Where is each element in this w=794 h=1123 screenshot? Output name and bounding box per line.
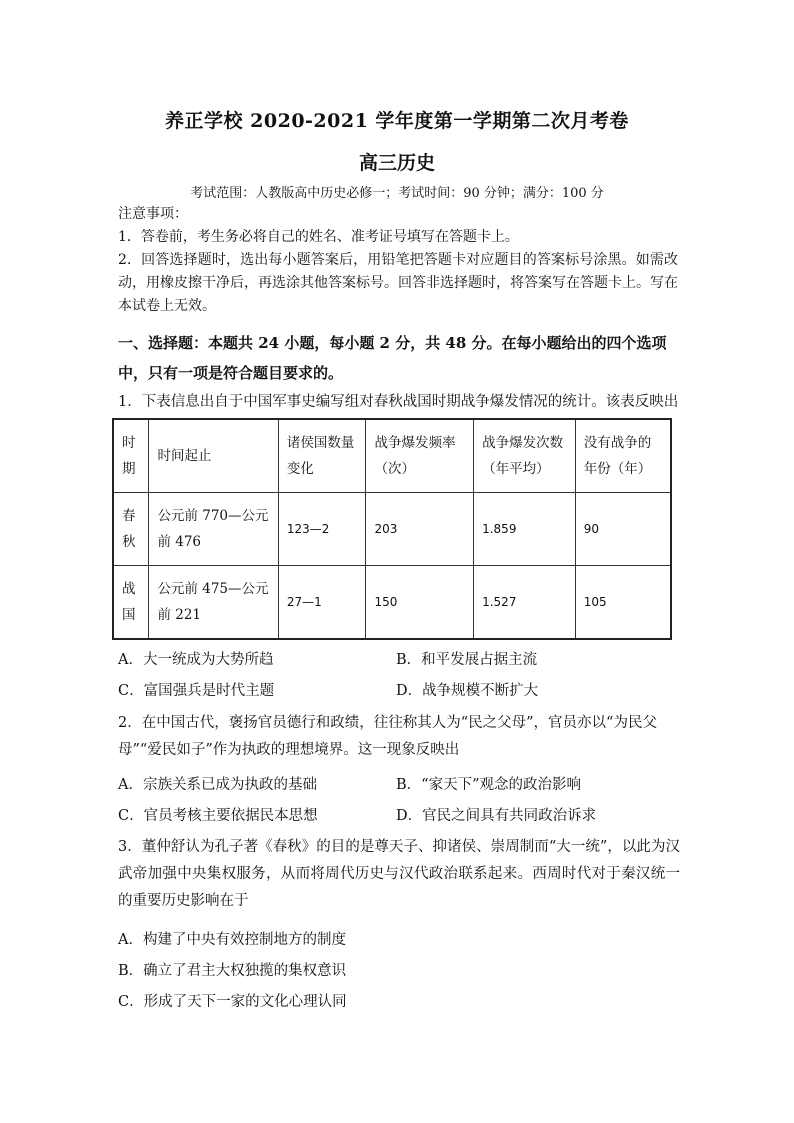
section-heading: 一、选择题：本题共 24 小题，每小题 2 分，共 48 分。在每小题给出的四个选项中，只有一项是符合题目要求的。: [118, 334, 667, 382]
question-3-stem: 3．董仲舒认为孔子著《春秋》的目的是尊天子、抑诸侯、崇周制而“大一统”，以此为汉武帝加强中央集权服务，从而将周代历史与汉代政治联系起来。西周时代对于秦汉统一的重要历史影响在于: [118, 839, 680, 909]
table-header-cell: 没有战争的年份（年）: [575, 419, 671, 493]
exam-title: 养正学校 2020-2021 学年度第一学期第二次月考卷: [165, 110, 629, 132]
q3-option-b: B．确立了君主大权独揽的集权意识: [118, 963, 347, 979]
q1-option-d: D．战争规模不断扩大: [396, 683, 539, 699]
q1-option-b: B．和平发展占据主流: [396, 652, 538, 668]
note-item-2: 2．回答选择题时，选出每小题答案后，用铅笔把答题卡对应题目的答案标号涂黑。如需改动，用橡皮擦干净后，再选涂其他答案标号。回答非选择题时，将答案写在答题卡上。写在本试卷上无效。: [118, 252, 678, 314]
table-cell: 公元前 770—公元前 476: [149, 493, 278, 566]
table-cell: 公元前 475—公元前 221: [149, 566, 278, 640]
q2-option-c: C．官员考核主要依据民本思想: [118, 808, 318, 824]
table-cell: 123—2: [278, 493, 366, 566]
table-cell: 春秋: [113, 493, 149, 566]
question-1-stem: 1．下表信息出自于中国军事史编写组对春秋战国时期战争爆发情况的统计。该表反映出: [118, 394, 679, 410]
table-row: [113, 566, 671, 640]
table-cell: 战国: [113, 566, 149, 640]
table-cell: 1.527: [474, 566, 576, 640]
table-cell: 90: [575, 493, 671, 566]
table-header-cell: 时间起止: [149, 419, 278, 493]
table-cell: 203: [366, 493, 474, 566]
q3-option-c: C．形成了天下一家的文化心理认同: [118, 994, 347, 1010]
table-header-cell: 时期: [113, 419, 149, 493]
table-cell: 1.859: [474, 493, 576, 566]
q2-option-a: A．宗族关系已成为执政的基础: [118, 777, 317, 793]
q2-option-d: D．官民之间具有共同政治诉求: [396, 808, 597, 824]
table-row: [113, 493, 671, 566]
subject-title: 高三历史: [358, 152, 435, 174]
table-cell: 105: [575, 566, 671, 640]
q1-option-c: C．富国强兵是时代主题: [118, 683, 275, 699]
q2-option-b: B．“家天下”观念的政治影响: [396, 777, 581, 793]
table-header-cell: 战争爆发次数（年平均）: [474, 419, 576, 493]
question-2-stem: 2．在中国古代，褒扬官员德行和政绩，往往称其人为“民之父母”，官员亦以“为民父母”“爱民如子”作为执政的理想境界。这一现象反映出: [118, 715, 657, 758]
exam-info: 考试范围：人教版高中历史必修一；考试时间：90 分钟；满分：100 分: [190, 186, 604, 201]
table-header-cell: 诸侯国数量变化: [278, 419, 366, 493]
table-header-cell: 战争爆发频率（次）: [366, 419, 474, 493]
war-statistics-table: [112, 418, 672, 640]
note-item-1: 1．答卷前，考生务必将自己的姓名、准考证号填写在答题卡上。: [118, 229, 519, 245]
q1-option-a: A．大一统成为大势所趋: [118, 652, 274, 668]
table-header-row: [113, 419, 671, 493]
notes-title: 注意事项：: [118, 206, 188, 222]
q3-option-a: A．构建了中央有效控制地方的制度: [118, 932, 346, 948]
table-cell: 27—1: [278, 566, 366, 640]
table-cell: 150: [366, 566, 474, 640]
